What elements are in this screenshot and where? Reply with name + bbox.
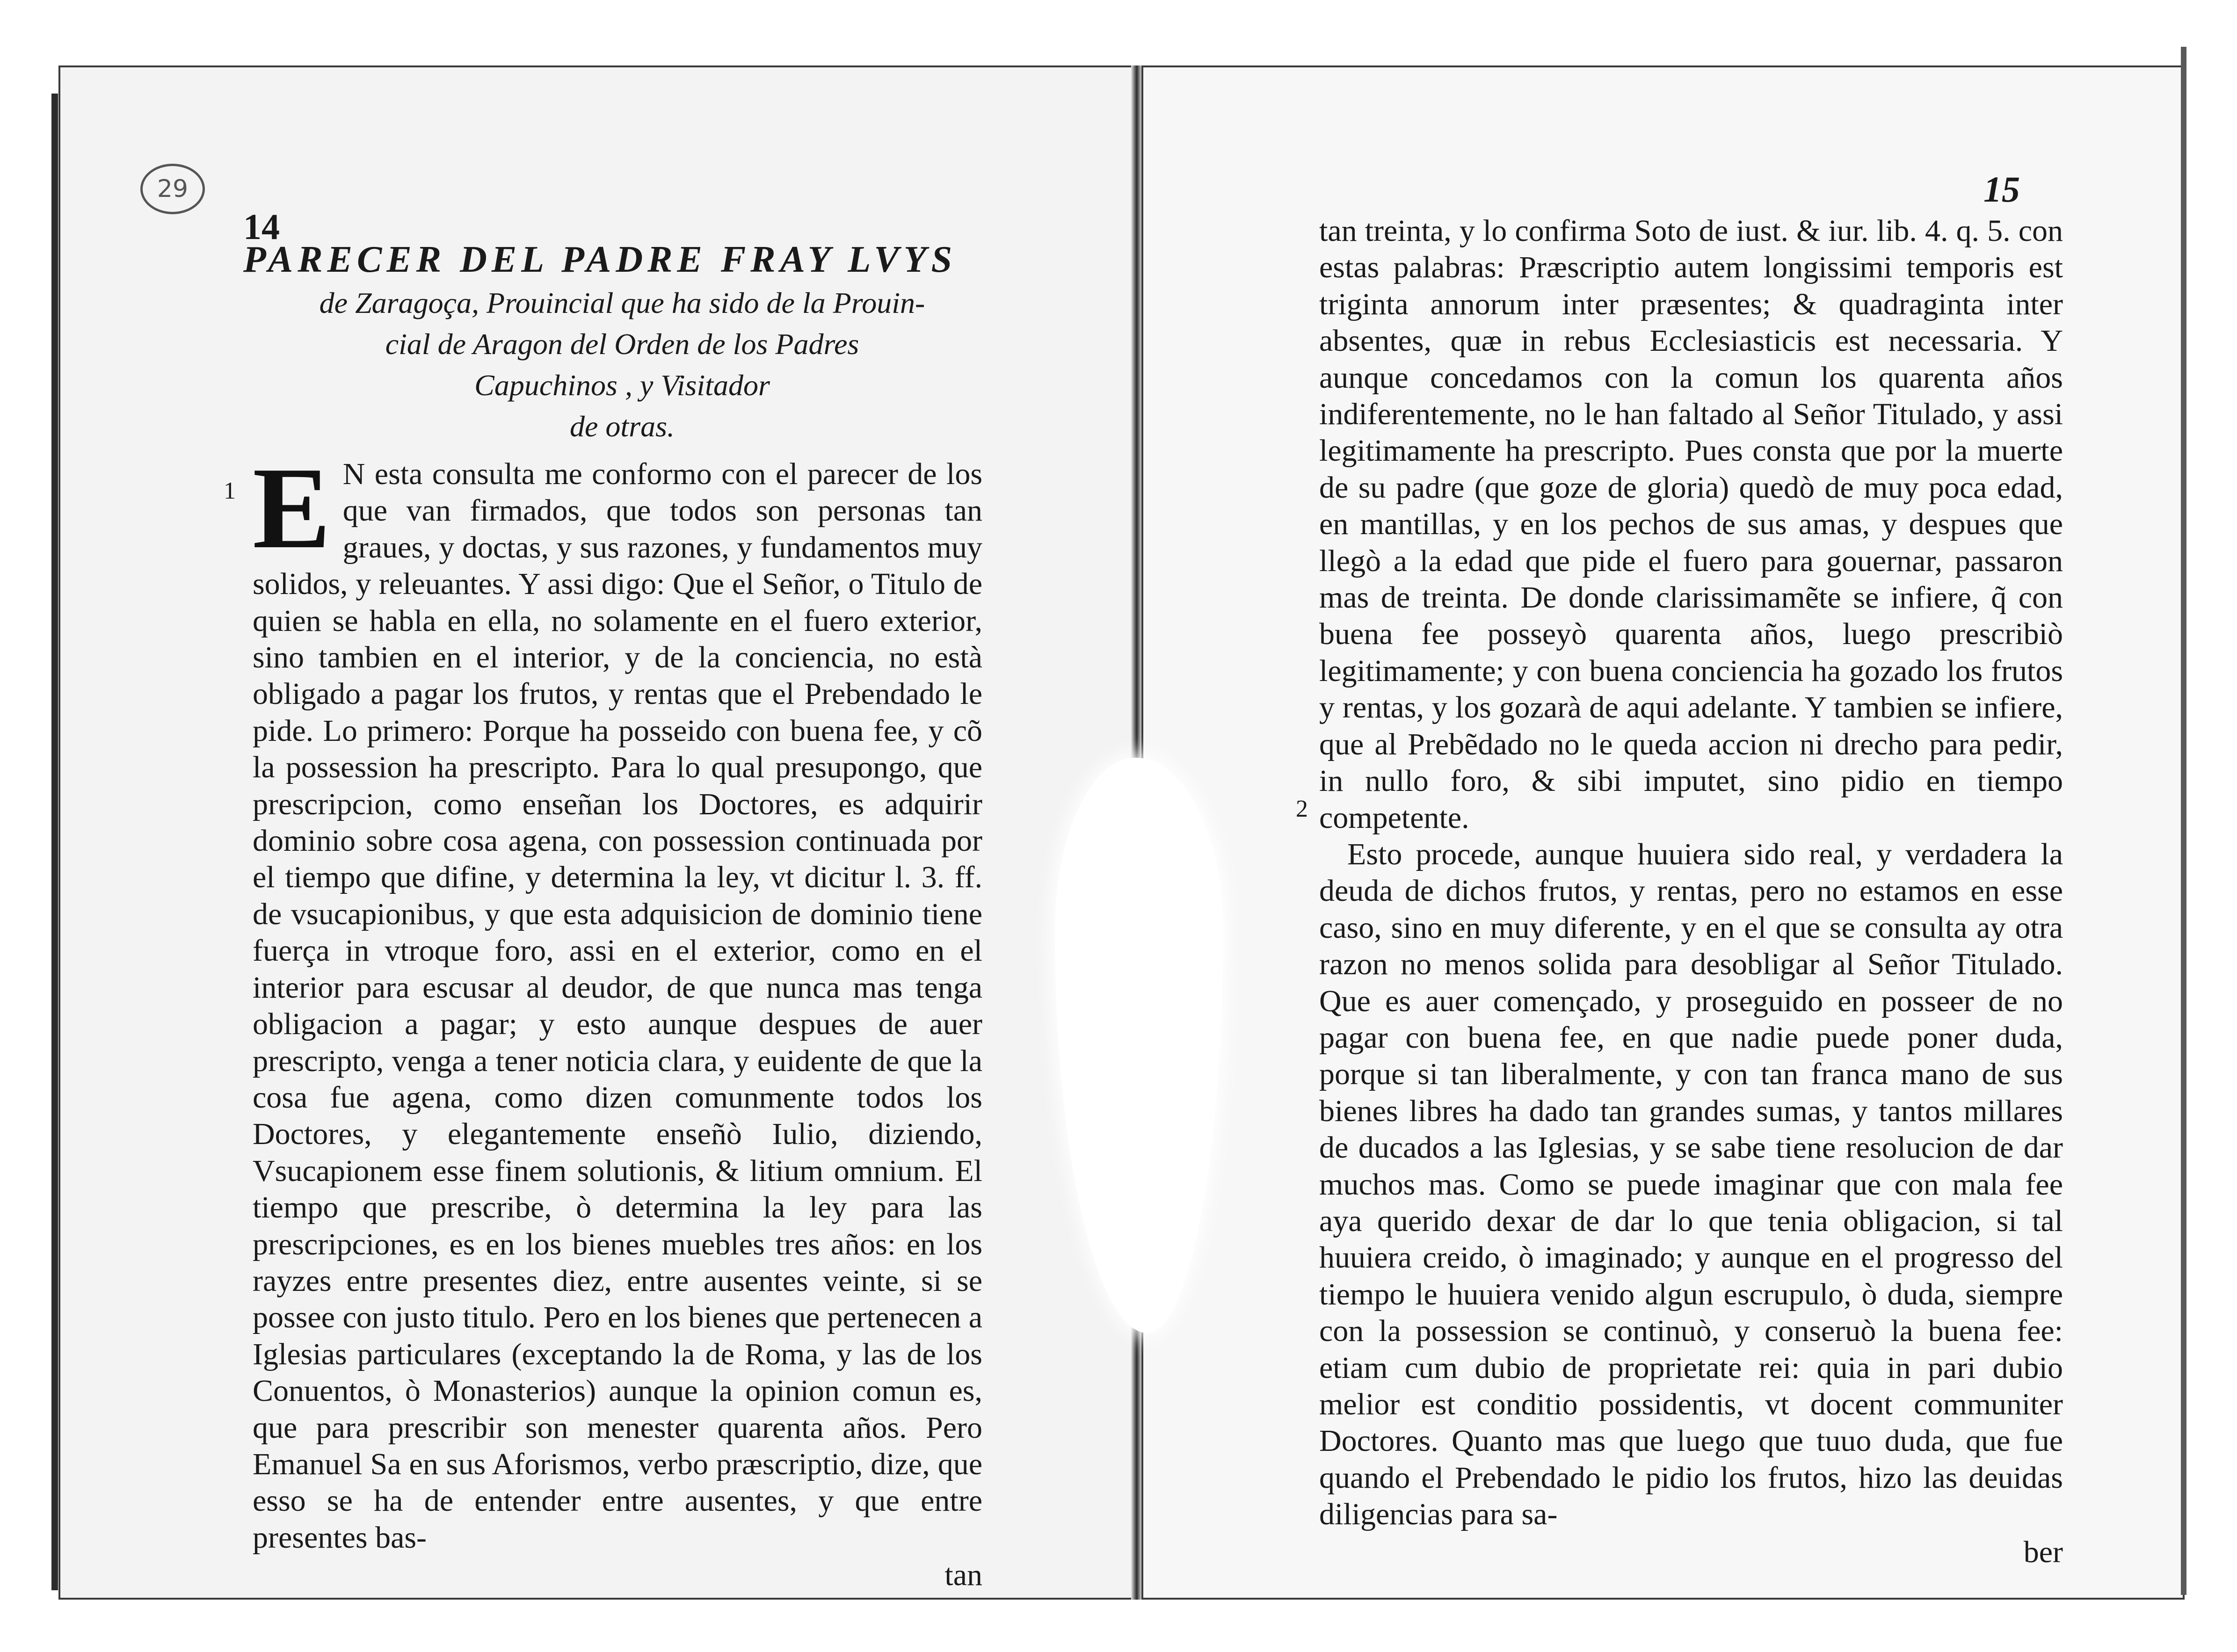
document-title: PARECER DEL PADRE FRAY LVYS: [243, 239, 957, 280]
left-page-edge: [51, 94, 58, 1590]
left-catchword: tan: [944, 1558, 982, 1593]
left-page-number: 14: [243, 206, 280, 247]
right-page-body: [1319, 213, 2063, 1571]
subtitle-line: Capuchinos , y Visitador: [474, 369, 770, 402]
right-margin-number: 2: [1296, 796, 1308, 822]
stamp-number: 29: [157, 175, 189, 203]
left-body-text: N esta consulta me conformo con el parecer de los que van firmados, que todos son personas tan graues, y doctas, y sus razones, y fundamentos muy solidos, y releuantes. Y assi digo: Que el Señor, o Titulo de quien se habla en ella, no solamente en el fuero exterior, sino tambien en el interior, y de la conciencia, no està obligado a pagar los frutos, y rentas que el Prebendado le pide. Lo primero: Porque ha posseido con buena fee, y cõ la possession ha prescripto. Para lo qual presupongo, que prescripcion, como enseñan los Doctores, es adquirir dominio sobre cosa agena, con possession continuada por el tiempo que difine, y determina la ley, vt dicitur l. 3. ff. de vsucapionibus, y que esta adquisicion de dominio tiene fuerça in vtroque foro, assi en el exterior, como en el interior para escusar al deudor, de que nunca mas tenga obligacion a pagar; y esto aunque despues de auer prescripto, venga a tener noticia clara, y euidente de que la cosa fue agena, como dizen comunmente todos los Doctores, y elegantemente enseñò Iulio, diziendo, Vsucapionem esse finem solutionis, & litium omnium. El tiempo que prescribe, ò determina la ley para las prescripciones, es en los bienes muebles tres años: en los rayzes entre presentes diez, entre ausentes veinte, si se possee con justo titulo. Pero en los bienes que pertenecen a Iglesias particulares (exceptando la de Roma, y las de los Conuentos, ò Monasterios) aunque la opinion comun es, que para prescribir son menester quarenta años. Pero Emanuel Sa en sus Aforismos, verbo præscriptio, dize, que esso se ha de entender entre ausentes, y que entre presentes bas-: [253, 457, 982, 1555]
left-page-body: [253, 443, 982, 1594]
left-page-heading: [243, 239, 1001, 446]
drop-cap: E: [253, 443, 331, 573]
left-margin-number: 1: [224, 478, 236, 504]
archive-number-stamp: [140, 164, 205, 214]
right-page-edge: [2181, 47, 2186, 1595]
right-paragraph-1: tan treinta, y lo confirma Soto de iust. & iur. lib. 4. q. 5. con estas palabras: Præscriptio autem longissimi temporis est triginta annorum inter præsentes; & quadraginta inter absentes, quæ in rebus Ecclesiasticis est necessaria. Y aunque concedamos con la comun los quarenta años indiferentemente, no le han faltado al Señor Titulado, y assi legitimamente ha prescripto. Pues consta que por la muerte de su padre (que goze de gloria) quedò de muy poca edad, en mantillas, y en los pechos de sus amas, y despues que llegò a la edad que pide el fuero para gouernar, passaron mas de treinta. De donde clarissimamẽte se infiere, q̃ con buena fee posseyò quarenta años, luego prescribiò legitimamente; y con buena conciencia ha gozado los frutos y rentas, y los gozarà de aqui adelante. Y tambien se infiere, que al Prebẽdado no le queda accion ni drecho para pedir, in nullo foro, & sibi imputet, sino pidio en tiempo competente.: [1319, 214, 2063, 835]
right-page-number: 15: [1983, 169, 2020, 210]
subtitle-line: de otras.: [570, 410, 675, 443]
right-catchword: ber: [2023, 1535, 2063, 1569]
subtitle-line: de Zaragoça, Prouincial que ha sido de la Prouin-: [319, 286, 925, 319]
subtitle-line: cial de Aragon del Orden de los Padres: [385, 327, 859, 361]
right-paragraph-2: Esto procede, aunque huuiera sido real, y verdadera la deuda de dichos frutos, y rentas, pero no estamos en esse caso, sino en muy diferente, y en el que se consulta ay otra razon no menos solida para desobligar al Señor Titulado. Que es auer començado, y proseguido en posseer de no pagar con buena fee, en que nadie puede poner duda, porque si tan liberalmente, y con tan franca mano de sus bienes libres ha dado tan grandes sumas, y tantos millares de ducados a las Iglesias, y se sabe tiene resolucion de dar muchos mas. Como se puede imaginar que con mala fee aya querido dexar de dar lo que tenia obligacion, si tal huuiera creido, ò imaginado; y aunque en el progresso del tiempo le huuiera venido algun escrupulo, ò duda, siempre con la possession se continuò, y conseruò la buena fee: etiam cum dubio de proprietate rei: quia in pari dubio melior est conditio possidentis, vt docent communiter Doctores. Quanto mas que luego que tuuo duda, que fue quando el Prebendado le pidio los frutos, hizo las deuidas diligencias para sa-: [1319, 837, 2063, 1532]
